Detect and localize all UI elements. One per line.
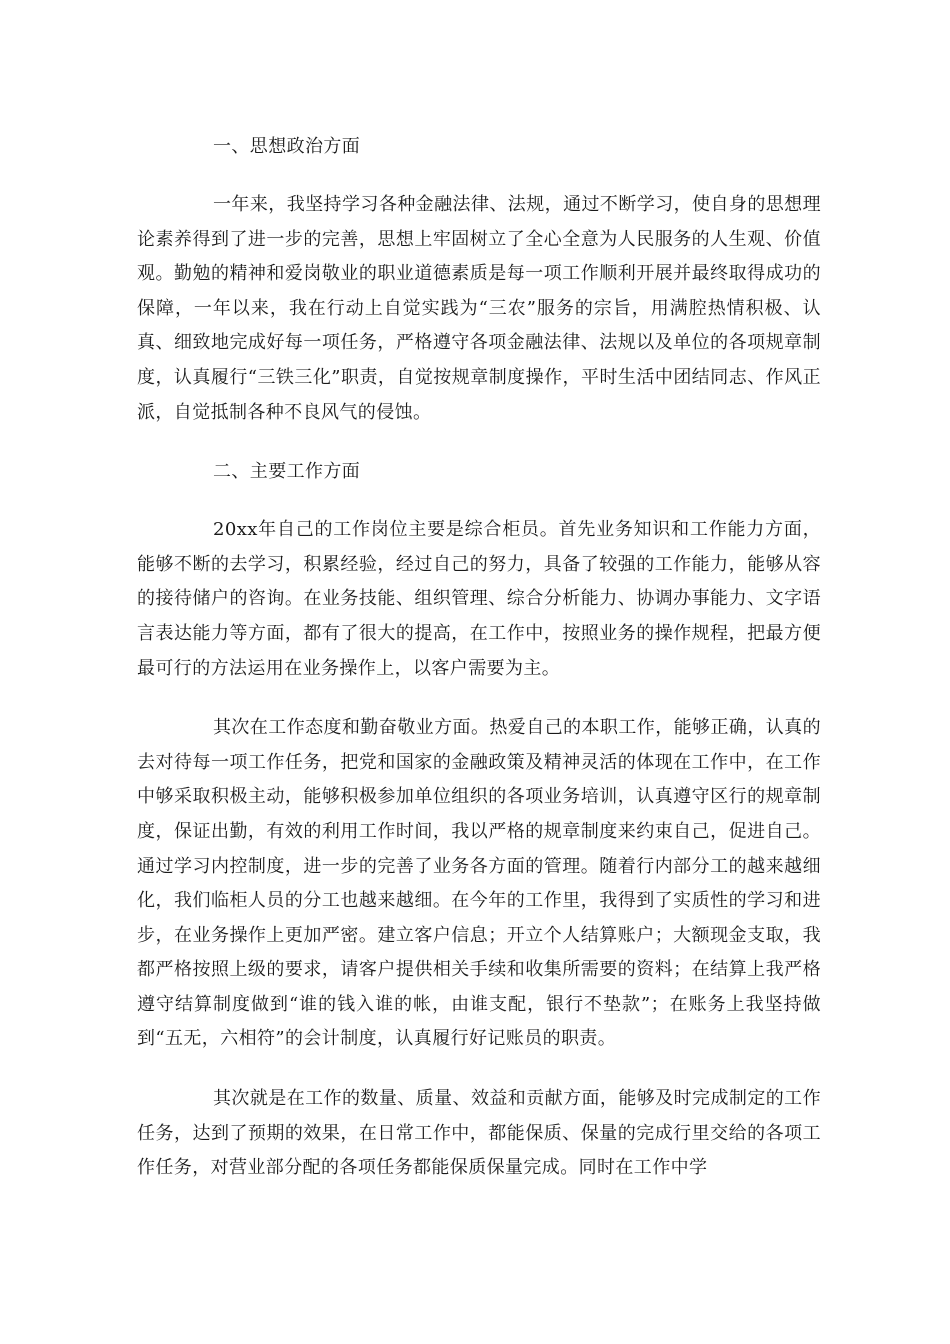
paragraph-work-quantity: 其次就是在工作的数量、质量、效益和贡献方面，能够及时完成制定的工作任务，达到了预期的效果，在日常工作中，都能保质、保量的完成行里交给的各项工作任务，对营业部分配的各项任务都能保质保量完成。同时在工作中学: [137, 1088, 821, 1179]
paragraph-ideology: 一年来，我坚持学习各种金融法律、法规，通过不断学习，使自身的思想理论素养得到了进一步的完善，思想上牢固树立了全心全意为人民服务的人生观、价值观。勤勉的精神和爱岗敬业的职业道德素质是每一项工作顺利开展并最终取得成功的保障，一年以来，我在行动上自觉实践为“三农”服务的宗旨，用满腔热情积极、认真、细致地完成好每一项任务，严格遵守各项金融法律、法规以及单位的各项规章制度，认真履行“三铁三化”职责，自觉按规章制度操作，平时生活中团结同志、作风正派，自觉抵制各种不良风气的侵蚀。: [137, 194, 821, 423]
paragraph-work-attitude: 其次在工作态度和勤奋敬业方面。热爱自己的本职工作，能够正确，认真的去对待每一项工作任务，把党和国家的金融政策及精神灵活的体现在工作中，在工作中够采取积极主动，能够积极参加单位组织的各项业务培训，认真遵守区行的规章制度，保证出勤，有效的利用工作时间，我以严格的规章制度来约束自己，促进自己。通过学习内控制度，进一步的完善了业务各方面的管理。随着行内部分工的越来越细化，我们临柜人员的分工也越来越细。在今年的工作里，我得到了实质性的学习和进步，在业务操作上更加严密。建立客户信息；开立个人结算账户；大额现金支取，我都严格按照上级的要求，请客户提供相关手续和收集所需要的资料；在结算上我严格遵守结算制度做到“谁的钱入谁的帐，由谁支配，银行不垫款”；在账务上我坚持做到“五无，六相符”的会计制度，认真履行好记账员的职责。: [137, 717, 821, 1050]
section-heading-ideology: 一、思想政治方面: [213, 136, 361, 157]
paragraph-position: 20xx年自己的工作岗位主要是综合柜员。首先业务知识和工作能力方面，能够不断的去学习，积累经验，经过自己的努力，具备了较强的工作能力，能够从容的接待储户的咨询。在业务技能、组织管理、综合分析能力、协调办事能力、文字语言表达能力等方面，都有了很大的提高，在工作中，按照业务的操作规程，把最方便最可行的方法运用在业务操作上，以客户需要为主。: [137, 519, 821, 679]
document-page: [137, 130, 821, 1186]
section-heading-main-work: 二、主要工作方面: [213, 461, 361, 483]
